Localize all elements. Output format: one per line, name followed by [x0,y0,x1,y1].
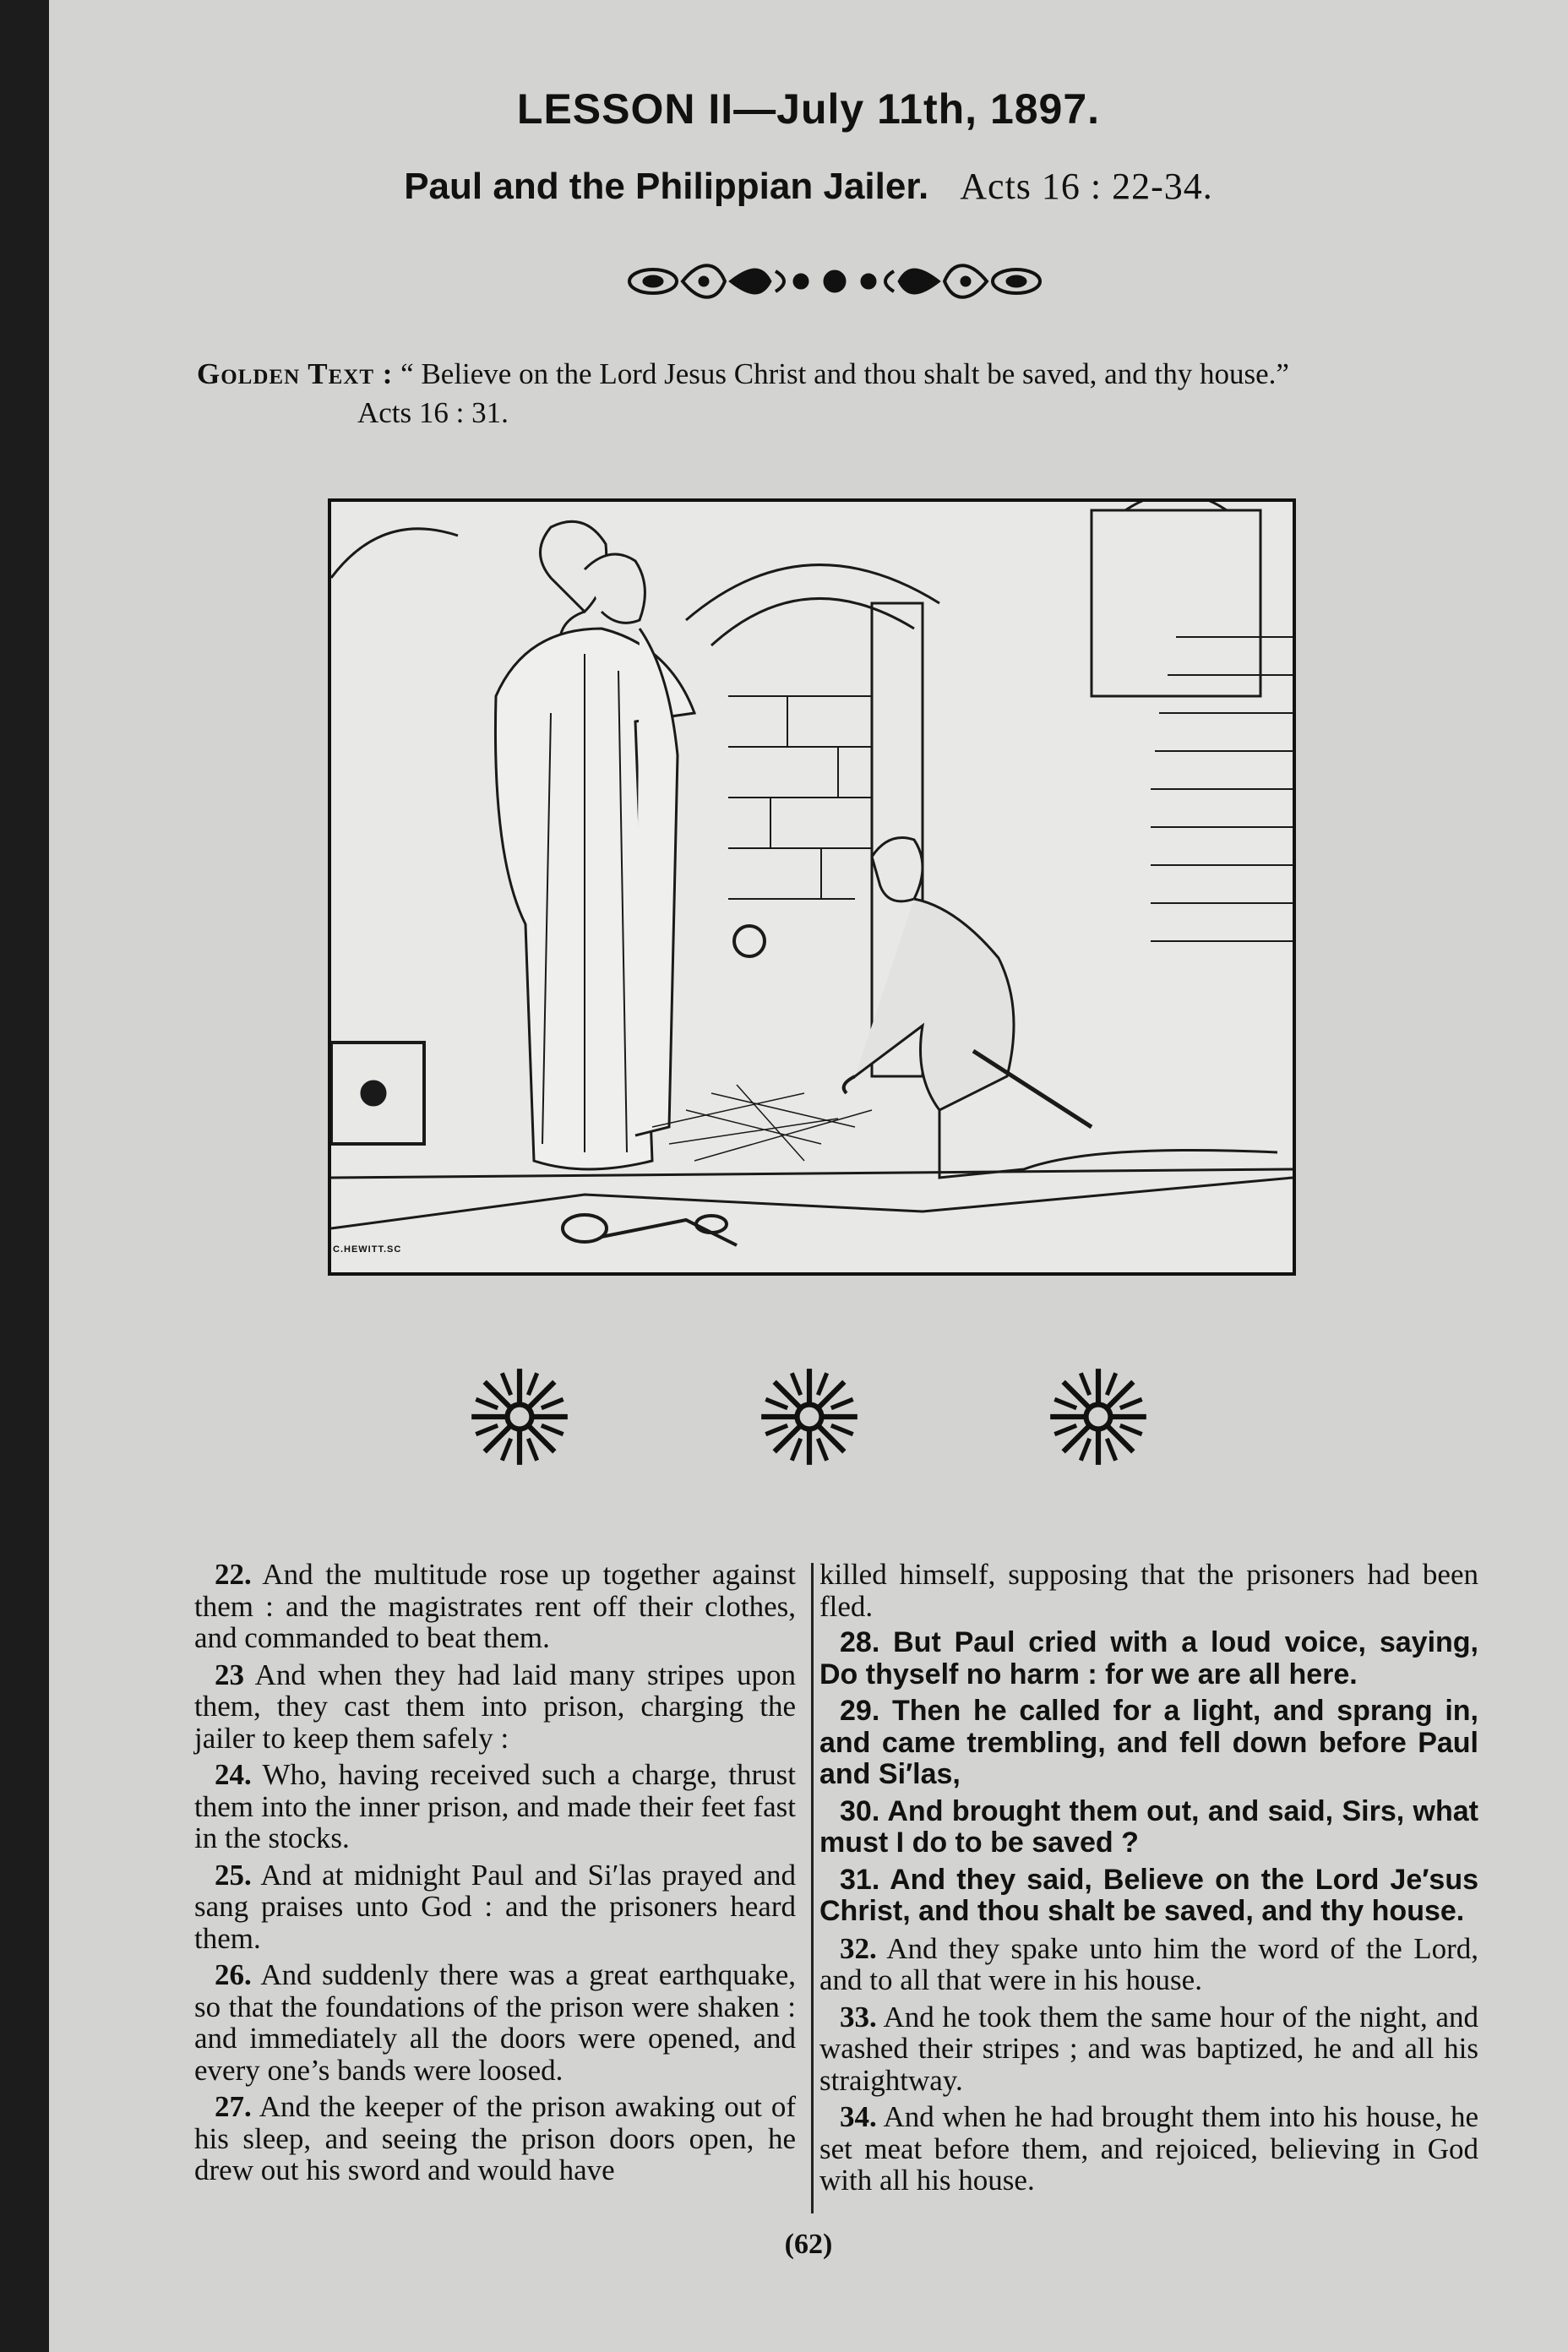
verse-number: 29. [840,1695,880,1727]
verse-number: 33. [840,2000,877,2034]
verse-number: 25. [215,1858,252,1892]
ornament-divider [623,256,1046,307]
verse-number: 22. [215,1558,252,1591]
verse [194,1859,796,1955]
verse [819,2001,1478,2097]
column-divider [811,1563,814,2213]
verse [194,1659,796,1755]
verses-left-column [194,1559,796,2191]
verse-number: 27. [215,2090,252,2123]
sun-ornament-icon [757,1364,862,1469]
verse-continuation: killed himself, supposing that the prisoners had been fled. [819,1558,1478,1623]
lesson-title: Paul and the Philippian Jailer. [404,166,929,207]
verse-text: And at midnight Paul and Si′las prayed and sang praises unto God : and the prisoners heard them. [194,1858,796,1955]
verse-text: And suddenly there was a great earthquake, so that the foundations of the prison were shaken : and immediately all the doors were opened, and every one’s bands were loosed. [194,1958,796,2087]
sun-ornament-icon [1046,1364,1151,1469]
verse-text: But Paul cried with a loud voice, saying, Do thyself no harm : for we are all here. [819,1626,1478,1690]
verse [819,1933,1478,1996]
lesson-heading: LESSON II—July 11th, 1897. [516,85,1101,133]
verse-number: 28. [840,1626,880,1658]
verse-text: And the multitude rose up together against them : and the magistrates rent off their clothes, and commanded to beat them. [194,1558,796,1654]
verse [819,1696,1478,1791]
verse-number: 30. [840,1794,880,1827]
verse-text: And when they had laid many stripes upon them, they cast them into prison, charging the jailer to keep them safely : [194,1658,796,1755]
lesson-title-row [49,165,1568,208]
verses-right-column [819,1559,1478,2202]
verse-text: And he took them the same hour of the night, and washed their stripes ; and was baptized, he and all his straightway. [819,2000,1478,2097]
verse-number: 23 [215,1658,244,1691]
scripture-reference: Acts 16 : 22-34. [960,166,1213,207]
scan-edge [0,0,49,2352]
engraver-signature: C.HEWITT.SC [333,1244,402,1255]
verse [194,2091,796,2186]
verse-text: Then he called for a light, and sprang in, and came trembling, and fell down before Paul and Si′las, [819,1695,1478,1790]
page-number: (62) [784,2229,833,2260]
verse-number: 32. [840,1931,877,1965]
verse-number: 31. [840,1863,880,1896]
verse [819,1627,1478,1690]
verse [819,1865,1478,1928]
sun-ornament-icon [467,1364,572,1469]
verse-number: 26. [215,1958,252,1991]
verse [194,1959,796,2086]
verse-text: And they said, Believe on the Lord Je′sus Christ, and thou shalt be saved, and thy house. [819,1863,1478,1927]
golden-text-quote: “ Believe on the Lord Jesus Christ and thou shalt be saved, and thy house.” [400,357,1289,390]
verse-text: And brought them out, and said, Sirs, what must I do to be saved ? [819,1794,1479,1859]
page [49,0,1568,2352]
golden-text [197,355,1481,433]
golden-text-label: Golden Text : [197,357,394,390]
engraving-paul-and-jailer [328,498,1296,1276]
golden-text-reference: Acts 16 : 31. [357,396,509,429]
verse-text: And they spake unto him the word of the Lord, and to all that were in his house. [819,1931,1478,1996]
verse-text: And when he had brought them into his house, he set meat before them, and rejoiced, believing in God with all his house. [819,2100,1478,2197]
verse [819,1796,1478,1859]
verse-number: 34. [840,2100,877,2133]
verse-number: 24. [215,1758,252,1791]
verse-text: Who, having received such a charge, thrust them into the inner prison, and made their feet fast in the stocks. [194,1758,796,1854]
verse [194,1759,796,1854]
verse [819,2101,1478,2197]
verse-text: And the keeper of the prison awaking out of his sleep, and seeing the prison doors open, he drew out his sword and would have [194,2090,796,2186]
verse [194,1559,796,1654]
